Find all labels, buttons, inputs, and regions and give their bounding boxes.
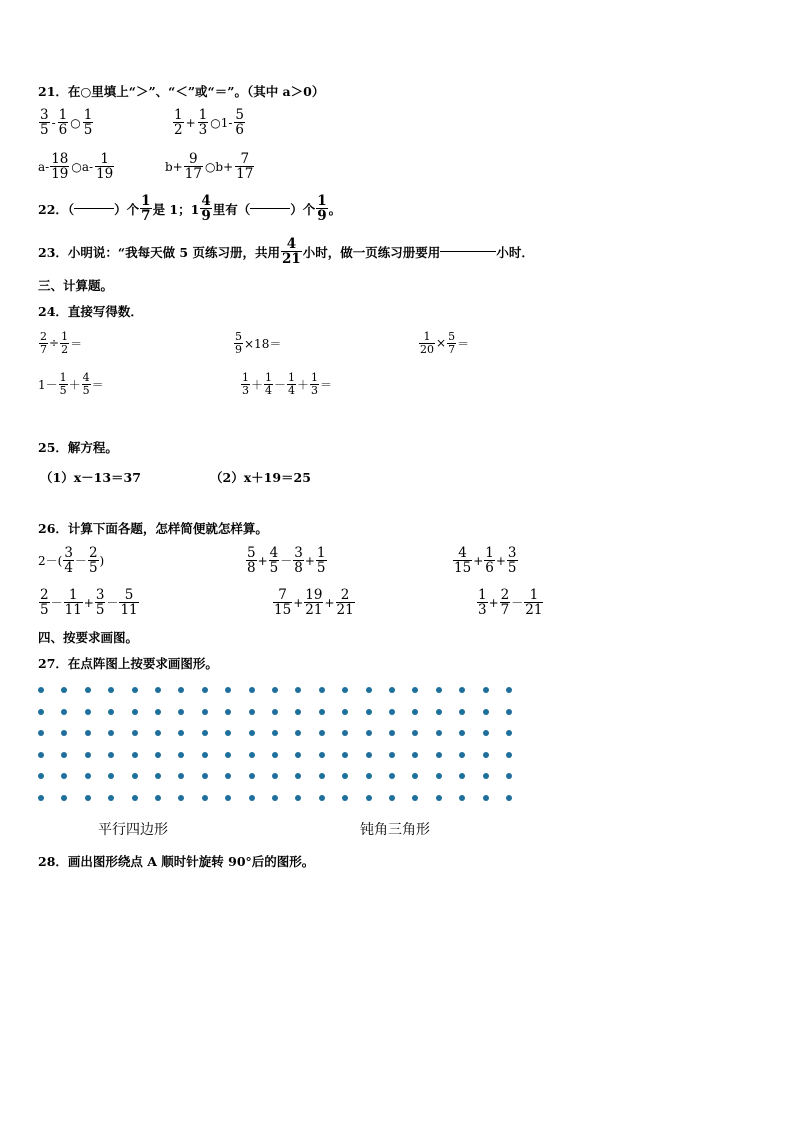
grid-dot[interactable]: [85, 752, 91, 758]
grid-dot[interactable]: [319, 730, 325, 736]
q27-title: 27．在点阵图上按要求画图形。: [38, 656, 218, 671]
grid-dot[interactable]: [132, 687, 138, 693]
grid-dot[interactable]: [366, 730, 372, 736]
q24-title: 24．直接写得数．: [38, 304, 143, 319]
grid-dot[interactable]: [155, 752, 161, 758]
grid-dot[interactable]: [225, 773, 231, 779]
grid-dot[interactable]: [38, 795, 44, 801]
grid-dot[interactable]: [272, 709, 278, 715]
grid-dot[interactable]: [319, 773, 325, 779]
grid-dot[interactable]: [295, 773, 301, 779]
grid-dot[interactable]: [178, 730, 184, 736]
grid-dot[interactable]: [389, 773, 395, 779]
grid-dot[interactable]: [38, 730, 44, 736]
q24-item-1: $\frac{2}{7}$ ÷ $\frac{1}{2}$ ＝: [40, 330, 83, 356]
grid-dot[interactable]: [61, 709, 67, 715]
q26-item-1: 2－( $\frac{3}{4}$ － $\frac{2}{5}$ ): [38, 545, 105, 577]
grid-dot[interactable]: [459, 752, 465, 758]
grid-dot[interactable]: [85, 687, 91, 693]
grid-dot[interactable]: [272, 752, 278, 758]
grid-dot[interactable]: [342, 709, 348, 715]
grid-dot[interactable]: [225, 687, 231, 693]
grid-dot[interactable]: [38, 773, 44, 779]
grid-dot[interactable]: [366, 795, 372, 801]
grid-dot[interactable]: [85, 795, 91, 801]
grid-dot[interactable]: [178, 773, 184, 779]
caption-obtuse-triangle: 钝角三角形: [360, 822, 430, 838]
grid-dot[interactable]: [412, 795, 418, 801]
q26-title: 26．计算下面各题，怎样简便就怎样算。: [38, 521, 268, 536]
grid-dot[interactable]: [342, 730, 348, 736]
q24-item-5: $\frac{1}{3}$ ＋ $\frac{1}{4}$ － $\frac{1}{4}$ ＋ $\frac{1}{3}$ ＝: [242, 371, 333, 397]
grid-dot[interactable]: [389, 795, 395, 801]
section-4-heading: 四、按要求画图。: [38, 630, 139, 645]
q25-title: 25．解方程。: [38, 440, 118, 455]
grid-dot[interactable]: [202, 795, 208, 801]
q21-item-4: b+ $\frac{9}{17}$ ○b+ $\frac{7}{17}$: [165, 151, 254, 183]
grid-dot[interactable]: [506, 687, 512, 693]
grid-dot[interactable]: [38, 687, 44, 693]
q22-line: 22．（ ）个 $\frac{1}{7}$ 是 1；1 $\frac{4}{9}$ 里有（ ）个 $\frac{1}{9}$ 。: [38, 193, 342, 225]
grid-dot[interactable]: [85, 709, 91, 715]
grid-dot[interactable]: [506, 709, 512, 715]
grid-dot[interactable]: [155, 687, 161, 693]
grid-dot[interactable]: [178, 752, 184, 758]
grid-dot[interactable]: [202, 687, 208, 693]
grid-dot[interactable]: [436, 752, 442, 758]
grid-dot[interactable]: [506, 795, 512, 801]
grid-dot[interactable]: [61, 730, 67, 736]
grid-dot[interactable]: [61, 773, 67, 779]
grid-dot[interactable]: [178, 795, 184, 801]
q28-title: 28．画出图形绕点 A 顺时针旋转 90°后的图形。: [38, 854, 315, 869]
grid-dot[interactable]: [295, 730, 301, 736]
grid-dot[interactable]: [506, 752, 512, 758]
q25-equation-1: （1）x－13＝37: [40, 470, 141, 485]
q24-item-2: $\frac{5}{9}$ ×18＝: [235, 330, 282, 356]
grid-dot[interactable]: [412, 752, 418, 758]
grid-dot[interactable]: [249, 773, 255, 779]
grid-dot[interactable]: [132, 795, 138, 801]
grid-dot[interactable]: [483, 773, 489, 779]
q26-item-3: $\frac{4}{15}$ + $\frac{1}{6}$ + $\frac{3}{5}$: [454, 545, 517, 577]
grid-dot[interactable]: [61, 795, 67, 801]
grid-dot[interactable]: [249, 709, 255, 715]
grid-dot[interactable]: [366, 773, 372, 779]
q21-item-1: $\frac{3}{5}$ - $\frac{1}{6}$ ○ $\frac{1}{5}$: [40, 107, 93, 139]
grid-dot[interactable]: [506, 773, 512, 779]
grid-dot[interactable]: [202, 730, 208, 736]
grid-dot[interactable]: [108, 687, 114, 693]
grid-dot[interactable]: [108, 709, 114, 715]
grid-dot[interactable]: [366, 687, 372, 693]
grid-dot[interactable]: [132, 752, 138, 758]
grid-dot[interactable]: [319, 795, 325, 801]
grid-dot[interactable]: [178, 709, 184, 715]
q23-line: 23．小明说：“我每天做 5 页练习册，共用 $\frac{4}{21}$ 小时，做一页练习册要用 小时．: [38, 236, 534, 268]
grid-dot[interactable]: [85, 773, 91, 779]
grid-dot[interactable]: [389, 730, 395, 736]
grid-dot[interactable]: [295, 709, 301, 715]
grid-dot[interactable]: [132, 709, 138, 715]
grid-dot[interactable]: [483, 709, 489, 715]
caption-parallelogram: 平行四边形: [98, 822, 168, 838]
q25-equation-2: （2）x＋19＝25: [210, 470, 311, 485]
grid-dot[interactable]: [459, 795, 465, 801]
q21-title: 21．在○里填上“＞”、“＜”或“＝”。（其中 a＞0）: [38, 84, 325, 99]
grid-dot[interactable]: [38, 709, 44, 715]
grid-dot[interactable]: [85, 730, 91, 736]
grid-dot[interactable]: [132, 773, 138, 779]
grid-dot[interactable]: [108, 752, 114, 758]
q21-item-2: $\frac{1}{2}$ + $\frac{1}{3}$ ○1- $\frac{5}{6}$: [174, 107, 245, 139]
grid-dot[interactable]: [61, 687, 67, 693]
grid-dot[interactable]: [483, 752, 489, 758]
grid-dot[interactable]: [412, 687, 418, 693]
grid-dot[interactable]: [319, 709, 325, 715]
grid-dot[interactable]: [366, 752, 372, 758]
grid-dot[interactable]: [202, 709, 208, 715]
grid-dot[interactable]: [366, 709, 372, 715]
grid-dot[interactable]: [483, 795, 489, 801]
grid-dot[interactable]: [225, 709, 231, 715]
grid-dot[interactable]: [249, 730, 255, 736]
grid-dot[interactable]: [225, 795, 231, 801]
q26-item-5: $\frac{7}{15}$ + $\frac{19}{21}$ + $\frac{2}{21}$: [274, 587, 354, 619]
grid-dot[interactable]: [225, 752, 231, 758]
q26-item-6: $\frac{1}{3}$ + $\frac{2}{7}$ － $\frac{1}{21}$: [478, 587, 543, 619]
grid-dot[interactable]: [249, 687, 255, 693]
grid-dot[interactable]: [295, 687, 301, 693]
grid-dot[interactable]: [436, 709, 442, 715]
grid-dot[interactable]: [459, 709, 465, 715]
grid-dot[interactable]: [108, 795, 114, 801]
grid-dot[interactable]: [132, 730, 138, 736]
grid-dot[interactable]: [436, 773, 442, 779]
grid-dot[interactable]: [178, 687, 184, 693]
grid-dot[interactable]: [342, 773, 348, 779]
grid-dot[interactable]: [436, 687, 442, 693]
grid-dot[interactable]: [342, 752, 348, 758]
section-3-heading: 三、计算题。: [38, 278, 114, 293]
grid-dot[interactable]: [412, 730, 418, 736]
grid-dot[interactable]: [506, 730, 512, 736]
grid-dot[interactable]: [249, 752, 255, 758]
grid-dot[interactable]: [202, 752, 208, 758]
q26-item-2: $\frac{5}{8}$ + $\frac{4}{5}$ － $\frac{3}{8}$ + $\frac{1}{5}$: [247, 545, 326, 577]
grid-dot[interactable]: [295, 795, 301, 801]
grid-dot[interactable]: [483, 687, 489, 693]
grid-dot[interactable]: [225, 730, 231, 736]
grid-dot[interactable]: [342, 687, 348, 693]
grid-dot[interactable]: [155, 795, 161, 801]
grid-dot[interactable]: [272, 730, 278, 736]
grid-dot[interactable]: [459, 773, 465, 779]
grid-dot[interactable]: [319, 752, 325, 758]
grid-dot[interactable]: [483, 730, 489, 736]
grid-dot[interactable]: [389, 752, 395, 758]
grid-dot[interactable]: [319, 687, 325, 693]
grid-dot[interactable]: [389, 709, 395, 715]
grid-dot[interactable]: [155, 709, 161, 715]
grid-dot[interactable]: [459, 730, 465, 736]
grid-dot[interactable]: [436, 795, 442, 801]
grid-dot[interactable]: [272, 773, 278, 779]
grid-dot[interactable]: [342, 795, 348, 801]
grid-dot[interactable]: [61, 752, 67, 758]
grid-dot[interactable]: [249, 795, 255, 801]
grid-dot[interactable]: [155, 730, 161, 736]
grid-dot[interactable]: [412, 709, 418, 715]
q26-item-4: $\frac{2}{5}$ － $\frac{1}{11}$ + $\frac{3}{5}$ － $\frac{5}{11}$: [40, 587, 138, 619]
grid-dot[interactable]: [436, 730, 442, 736]
grid-dot[interactable]: [389, 687, 395, 693]
q24-item-3: $\frac{1}{20}$ × $\frac{5}{7}$ ＝: [420, 330, 470, 356]
grid-dot[interactable]: [108, 773, 114, 779]
grid-dot[interactable]: [459, 687, 465, 693]
q24-item-4: 1－ $\frac{1}{5}$ ＋ $\frac{4}{5}$ ＝: [38, 371, 104, 397]
grid-dot[interactable]: [155, 773, 161, 779]
grid-dot[interactable]: [272, 795, 278, 801]
grid-dot[interactable]: [38, 752, 44, 758]
grid-dot[interactable]: [202, 773, 208, 779]
grid-dot[interactable]: [272, 687, 278, 693]
grid-dot[interactable]: [108, 730, 114, 736]
grid-dot[interactable]: [412, 773, 418, 779]
q21-item-3: a- $\frac{18}{19}$ ○a- $\frac{1}{19}$: [38, 151, 114, 183]
grid-dot[interactable]: [295, 752, 301, 758]
